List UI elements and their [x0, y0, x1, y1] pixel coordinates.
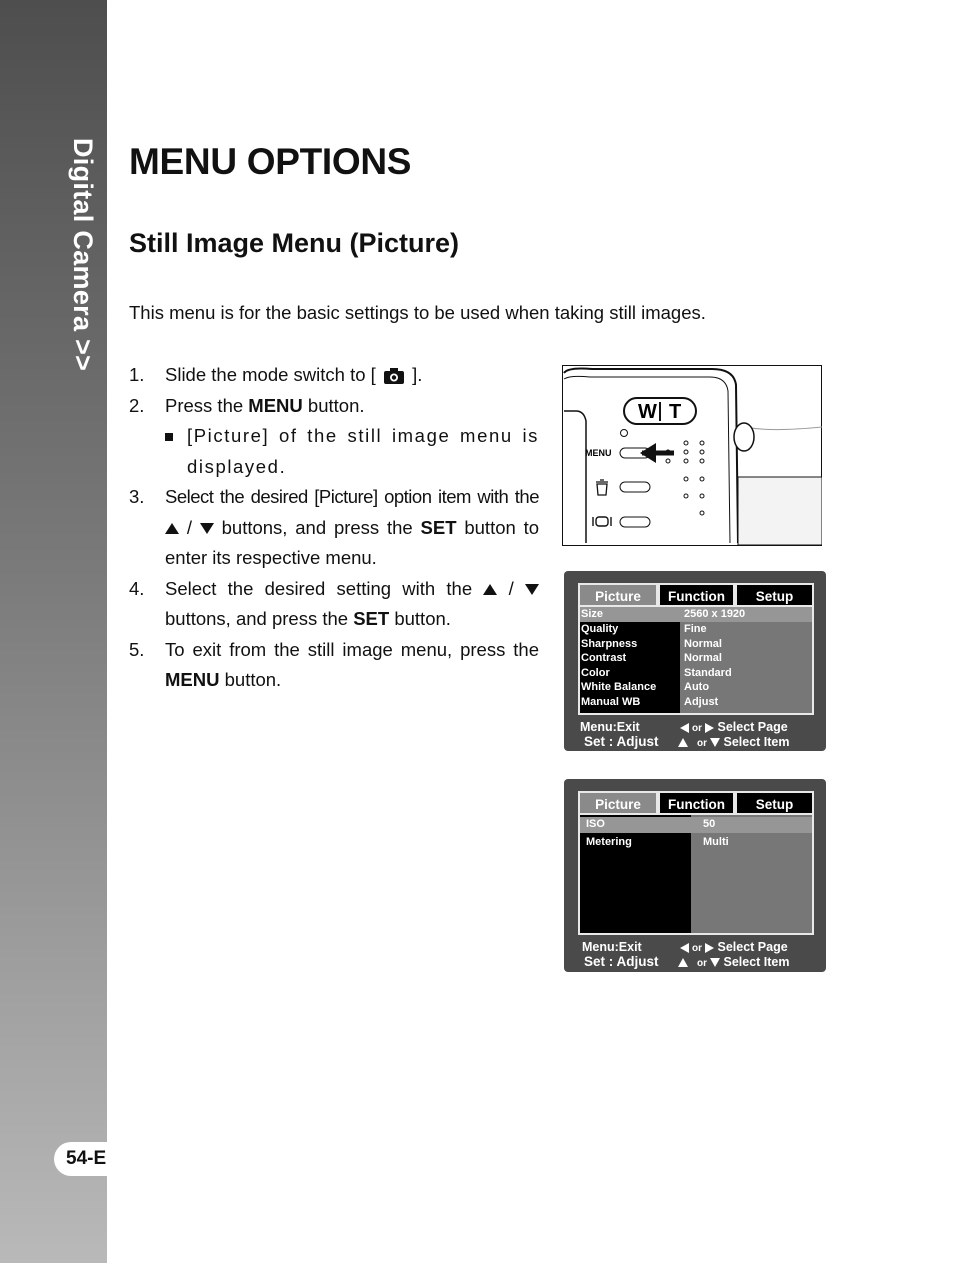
step-2-note: [Picture] of the still image menu is displayed. — [129, 421, 539, 482]
down-arrow-icon — [200, 523, 214, 534]
page-number: 54-E — [54, 1142, 110, 1176]
menu-row: Contrast Normal — [581, 652, 722, 664]
right-arrow-icon — [705, 723, 714, 733]
down-arrow-icon — [525, 584, 539, 595]
left-arrow-icon — [680, 723, 689, 733]
steps-list — [129, 360, 539, 696]
bullet-square-icon — [165, 433, 173, 441]
up-arrow-icon — [483, 584, 497, 595]
tab-picture: Picture — [578, 791, 658, 813]
zoom-wide-label: W — [638, 401, 657, 423]
step-4: 4. Select the desired setting with the / buttons, and press the SET button. — [129, 574, 539, 635]
menu-row: White Balance Auto — [581, 681, 710, 693]
sidebar-title: Digital Camera >> — [68, 138, 98, 372]
tab-function: Function — [658, 791, 735, 813]
intro-text: This menu is for the basic settings to be used when taking still images. — [129, 302, 706, 323]
menu-row: ISO 50 — [580, 817, 812, 833]
up-arrow-icon — [678, 738, 688, 747]
up-arrow-icon — [165, 523, 179, 534]
sidebar — [0, 0, 107, 1263]
right-arrow-icon — [705, 943, 714, 953]
menu-row: Metering Multi — [586, 836, 729, 848]
down-arrow-icon — [710, 958, 720, 967]
menu-panel — [578, 813, 814, 935]
menu-panel — [578, 605, 814, 715]
step-5: 5. To exit from the still image menu, press the MENU button. — [129, 638, 539, 690]
menu-tabs — [578, 791, 814, 813]
step-2: 2. Press the MENU button. — [129, 394, 365, 416]
camera-mode-icon — [381, 367, 407, 385]
up-arrow-icon — [678, 958, 688, 967]
left-arrow-icon — [680, 943, 689, 953]
page-title: MENU OPTIONS — [129, 141, 412, 182]
lcd-screen-picture-page-1: Picture Function Setup Size 2560 x 1920 Quality Fine Sharpness Normal Contrast Normal Color Standard White Balance Auto Manual WB Adjust Menu:Exit or Select Page Set : Adjust or Select Item — [564, 571, 826, 751]
camera-illustration — [562, 365, 822, 546]
menu-row: Quality Fine — [581, 623, 707, 635]
step-3: 3. Select the desired [Picture] option item with the / buttons, and press the SET button to enter its respective menu. — [129, 486, 540, 568]
lcd-screen-picture-page-2: Picture Function Setup ISO 50 Metering Multi Menu:Exit or Select Page Set : Adjust or Select Item — [564, 779, 826, 972]
menu-row: Size 2560 x 1920 — [580, 607, 812, 622]
tab-picture: Picture — [578, 583, 658, 605]
step-1: 1. Slide the mode switch to [ ]. — [129, 364, 423, 385]
menu-button-label: MENU — [585, 448, 612, 458]
tab-setup: Setup — [735, 583, 814, 605]
tab-function: Function — [658, 583, 735, 605]
menu-row: Manual WB Adjust — [581, 695, 719, 708]
menu-row: Sharpness Normal — [581, 637, 722, 650]
tab-setup: Setup — [735, 791, 814, 813]
section-title: Still Image Menu (Picture) — [129, 228, 460, 258]
menu-row: Color Standard — [581, 666, 732, 679]
down-arrow-icon — [710, 738, 720, 747]
menu-tabs — [578, 583, 814, 605]
zoom-tele-label: T — [669, 401, 682, 423]
